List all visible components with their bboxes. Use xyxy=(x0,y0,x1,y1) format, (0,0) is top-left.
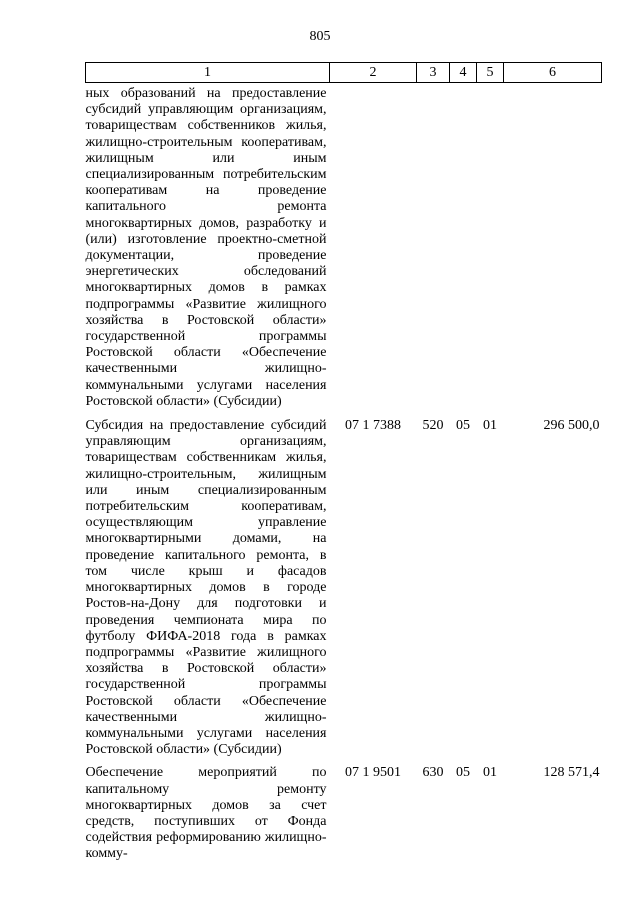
table-header-row xyxy=(86,63,602,83)
col-header-4: 4 xyxy=(450,63,477,83)
row-target-code xyxy=(330,83,417,419)
row-amount: 296 500,0 xyxy=(543,418,600,434)
row-amount xyxy=(504,83,602,419)
row-expense-type xyxy=(417,83,450,419)
col-header-5: 5 xyxy=(477,63,504,83)
row-target-code: 07 1 9501 xyxy=(345,765,401,781)
row-target-code: 07 1 7388 xyxy=(345,418,401,434)
row-amount: 128 571,4 xyxy=(543,765,600,781)
budget-table xyxy=(85,62,602,863)
row-subsection: 01 xyxy=(483,765,497,781)
col-header-6: 6 xyxy=(504,63,602,83)
page-number: 805 xyxy=(309,29,331,44)
col-header-1: 1 xyxy=(86,63,330,83)
row-description: Субсидия на предоставление субсидий управляющим организациям, товариществам собственникам жилья, жилищно-строительным, жилищным или иным специализированным потребительским кооперативам, осуществляющим управление многоквартирными домами, на проведение капитального ремонта, в том числе крыш и фасадов многоквартирных домов в городе Ростов-на-Дону для подготовки и проведения чемпионата мира по футболу ФИФА-2018 года в рамках подпрограммы «Развитие жилищного хозяйства в Ростовской области» государственной программы Ростовской области «Обеспечение качественными жилищно-коммунальными услугами населения Ростовской области» (Субсидии) xyxy=(85,418,327,758)
table-row xyxy=(86,83,602,419)
row-description: ных образований на предоставление субсидий управляющим организациям, товариществам собственников жилья, жилищно-строительным кооперативам, жилищным или иным специализированным потребительским кооперативам на проведение капитального ремонта многоквартирных домов, разработку и (или) изготовление проектно-сметной документации, проведение энергетических обследований многоквартирных домов в рамках подпрограммы «Развитие жилищного хозяйства в Ростовской области» государственной программы Ростовской области «Обеспечение качественными жилищно-коммунальными услугами населения Ростовской области» (Субсидии) xyxy=(85,86,327,409)
row-section xyxy=(450,83,477,419)
col-header-2: 2 xyxy=(330,63,417,83)
table-row xyxy=(86,418,602,765)
row-section: 05 xyxy=(456,765,470,781)
row-expense-type: 630 xyxy=(422,765,444,781)
col-header-3: 3 xyxy=(417,63,450,83)
row-subsection: 01 xyxy=(483,418,497,434)
row-expense-type: 520 xyxy=(422,418,444,434)
row-description: Обеспечение мероприятий по капитальному ремонту многоквартирных домов за счет средств, поступивших от Фонда содействия реформированию жилищно-комму- xyxy=(85,765,327,862)
row-subsection xyxy=(477,83,504,419)
table-row xyxy=(86,765,602,862)
row-section: 05 xyxy=(456,418,470,434)
